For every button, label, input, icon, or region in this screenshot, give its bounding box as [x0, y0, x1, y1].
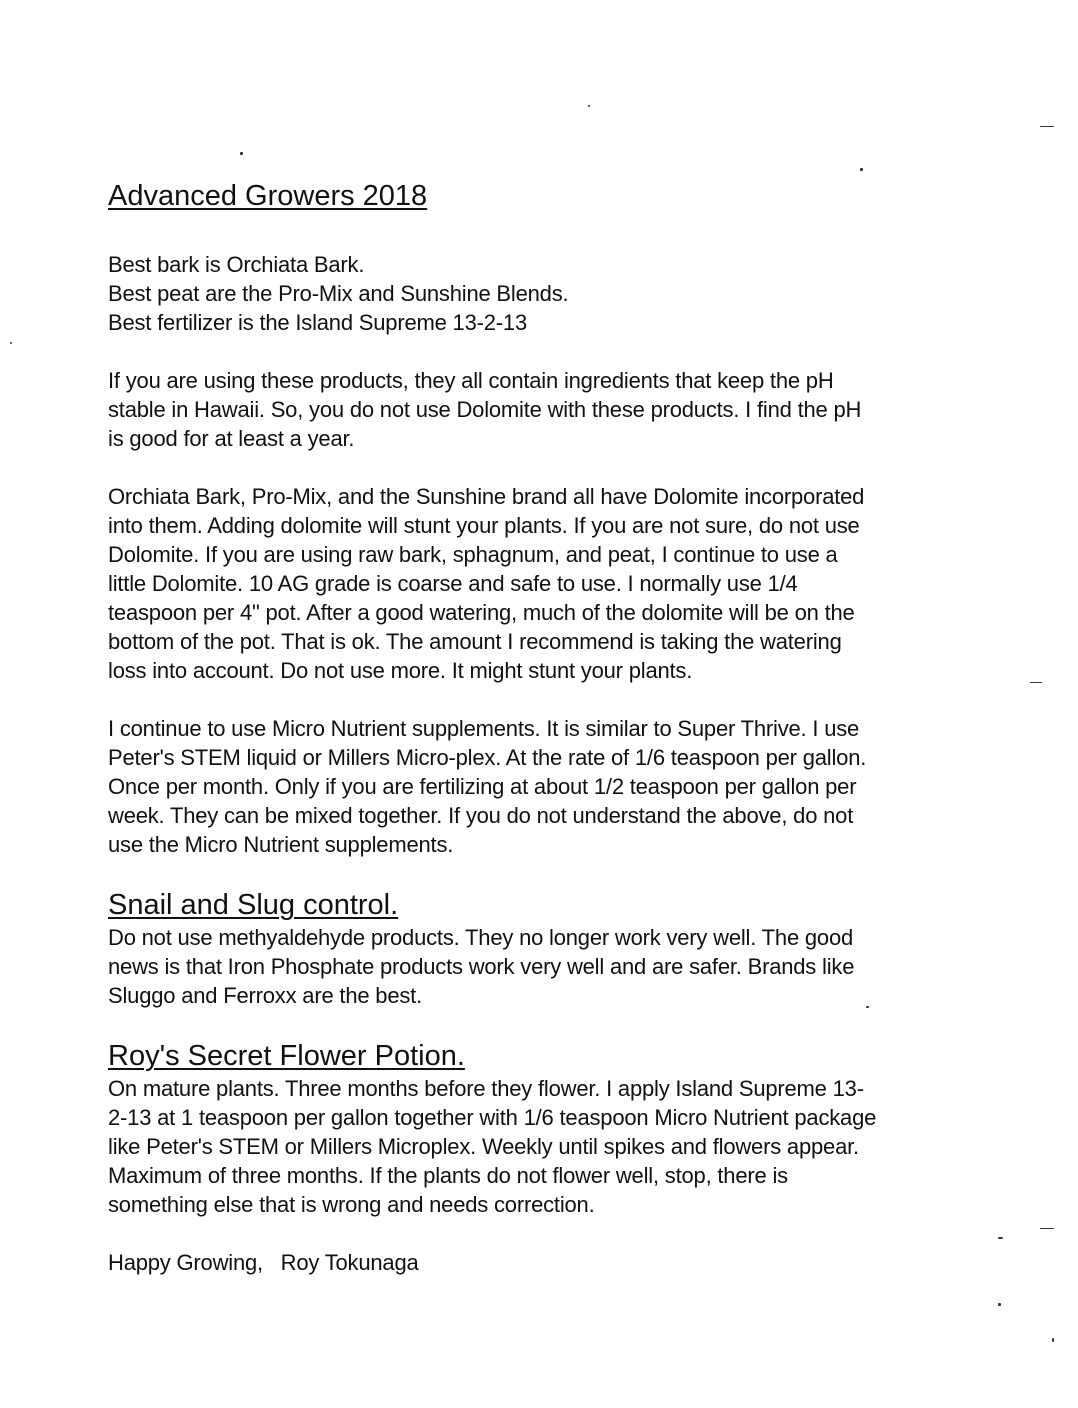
document-title: Advanced Growers 2018 [108, 180, 428, 212]
text-line: On mature plants. Three months before they flower. I apply Island Supreme 13- [108, 1076, 864, 1101]
text-line: use the Micro Nutrient supplements. [108, 832, 454, 857]
micro-nutrient-paragraph [108, 714, 1018, 859]
text-line: stable in Hawaii. So, you do not use Dolomite with these products. I find the pH [108, 397, 862, 422]
text-line: If you are using these products, they all contain ingredients that keep the pH [108, 368, 834, 393]
ph-paragraph [108, 366, 1018, 453]
snail-heading: Snail and Slug control. [108, 889, 399, 921]
text-line: loss into account. Do not use more. It might stunt your plants. [108, 658, 693, 683]
scan-speck [10, 342, 12, 344]
text-line: like Peter's STEM or Millers Microplex. Weekly until spikes and flowers appear. [108, 1134, 859, 1159]
signoff [108, 1248, 1018, 1277]
text-line: Best fertilizer is the Island Supreme 13-2-13 [108, 310, 527, 335]
snail-paragraph [108, 923, 1018, 1010]
text-line: Best bark is Orchiata Bark. [108, 252, 365, 277]
text-line: teaspoon per 4" pot. After a good watering, much of the dolomite will be on the [108, 600, 855, 625]
text-line: 2-13 at 1 teaspoon per gallon together with 1/6 teaspoon Micro Nutrient package [108, 1105, 877, 1130]
signoff-text: Happy Growing, Roy Tokunaga [108, 1250, 419, 1275]
text-line: Do not use methyaldehyde products. They no longer work very well. The good [108, 925, 854, 950]
text-line: news is that Iron Phosphate products work very well and are safer. Brands like [108, 954, 855, 979]
scan-speck [998, 1303, 1001, 1306]
text-line: week. They can be mixed together. If you do not understand the above, do not [108, 803, 854, 828]
text-line: something else that is wrong and needs correction. [108, 1192, 595, 1217]
text-line: Once per month. Only if you are fertilizing at about 1/2 teaspoon per gallon per [108, 774, 857, 799]
scan-speck [1052, 1338, 1054, 1342]
text-line: is good for at least a year. [108, 426, 355, 451]
potion-paragraph [108, 1074, 1018, 1219]
potion-heading: Roy's Secret Flower Potion. [108, 1040, 465, 1072]
scan-speck [1040, 1228, 1054, 1229]
text-line: Sluggo and Ferroxx are the best. [108, 983, 423, 1008]
document-body [108, 178, 1018, 1277]
text-line: Dolomite. If you are using raw bark, sphagnum, and peat, I continue to use a [108, 542, 838, 567]
scan-speck [588, 105, 590, 107]
dolomite-paragraph [108, 482, 1018, 685]
intro-paragraph [108, 250, 1018, 337]
text-line: Orchiata Bark, Pro-Mix, and the Sunshine brand all have Dolomite incorporated [108, 484, 865, 509]
text-line: Maximum of three months. If the plants do not flower well, stop, there is [108, 1163, 788, 1188]
text-line: I continue to use Micro Nutrient supplements. It is similar to Super Thrive. I use [108, 716, 860, 741]
text-line: little Dolomite. 10 AG grade is coarse and safe to use. I normally use 1/4 [108, 571, 798, 596]
scan-speck [1040, 126, 1054, 127]
text-line: Best peat are the Pro-Mix and Sunshine Blends. [108, 281, 569, 306]
scan-speck [1030, 682, 1042, 683]
text-line: Peter's STEM liquid or Millers Micro-plex. At the rate of 1/6 teaspoon per gallon. [108, 745, 867, 770]
text-line: bottom of the pot. That is ok. The amount I recommend is taking the watering [108, 629, 842, 654]
scan-speck [240, 152, 243, 155]
text-line: into them. Adding dolomite will stunt your plants. If you are not sure, do not use [108, 513, 860, 538]
scan-speck [860, 168, 863, 171]
